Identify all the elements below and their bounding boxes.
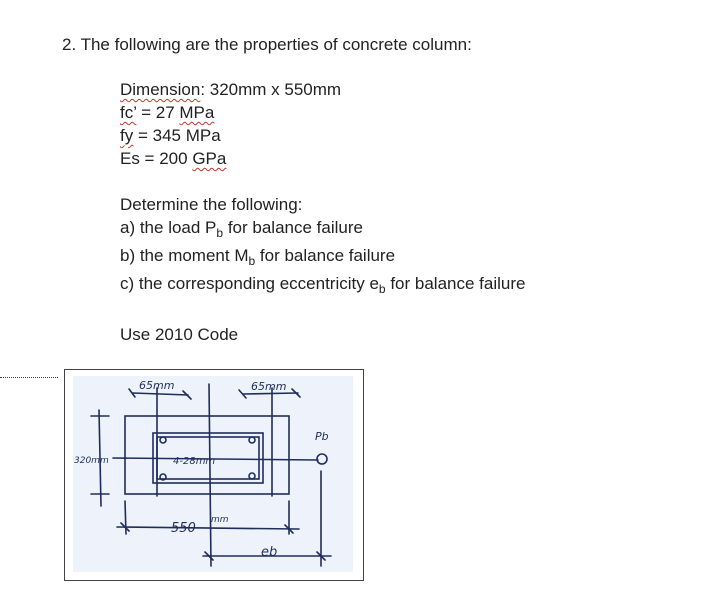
width-dim-line: [117, 527, 299, 529]
center-line: [209, 384, 211, 566]
property-fc: [120, 103, 214, 123]
property-dimension: [120, 80, 341, 100]
fc-eq: = 27: [136, 103, 180, 122]
dimension-value: : 320mm x 550mm: [200, 80, 342, 99]
bar-bottom-right-icon: [249, 473, 255, 479]
bars-label: 4-28mm: [173, 456, 216, 467]
determine-heading: Determine the following:: [120, 195, 303, 214]
width-ext-left: [125, 501, 126, 534]
es-unit: GPa: [192, 149, 227, 168]
dotted-separator: [0, 377, 58, 378]
height-label: 320mm: [74, 456, 109, 466]
ecc-label: eb: [261, 545, 278, 560]
column-sketch-frame: [64, 369, 364, 581]
top-right-dim-line: [243, 393, 298, 394]
horizontal-axis-line: [113, 458, 318, 460]
load-point-icon: [317, 454, 327, 464]
item-a: [120, 218, 363, 238]
dimension-label: Dimension: [120, 80, 201, 99]
item-a-sub: b: [216, 226, 224, 240]
bar-top-right-icon: [249, 437, 255, 443]
column-sketch-image: [73, 376, 353, 572]
item-b: [120, 246, 395, 266]
top-left-dim-label: 65mm: [139, 379, 175, 392]
item-c-sub: b: [378, 282, 386, 296]
es-label: Es = 200: [120, 149, 193, 168]
fy-value: = 345 MPa: [133, 126, 221, 145]
bar-top-left-icon: [160, 437, 166, 443]
fc-label: fc’: [120, 103, 137, 122]
width-unit-label: mm: [211, 515, 229, 525]
load-label: Pb: [315, 430, 329, 443]
item-b-prefix: b) the moment M: [120, 246, 249, 265]
code-note: Use 2010 Code: [120, 325, 239, 344]
item-b-sub: b: [248, 254, 256, 268]
column-sketch-svg: [73, 376, 353, 572]
item-a-prefix: a) the load P: [120, 218, 217, 237]
top-left-dim-line: [133, 393, 188, 395]
question-title: 2. The following are the properties of concrete column:: [62, 35, 472, 54]
item-c-suffix: for balance failure: [385, 274, 526, 293]
property-es: [120, 149, 226, 169]
fc-unit: MPa: [179, 103, 215, 122]
item-c-prefix: c) the corresponding eccentricity e: [120, 274, 379, 293]
fy-label: fy: [120, 126, 134, 145]
top-right-dim-label: 65mm: [251, 380, 287, 393]
property-fy: [120, 126, 221, 146]
width-label: 550: [171, 521, 196, 536]
item-c: [120, 274, 525, 294]
item-b-suffix: for balance failure: [255, 246, 396, 265]
item-a-suffix: for balance failure: [223, 218, 363, 237]
